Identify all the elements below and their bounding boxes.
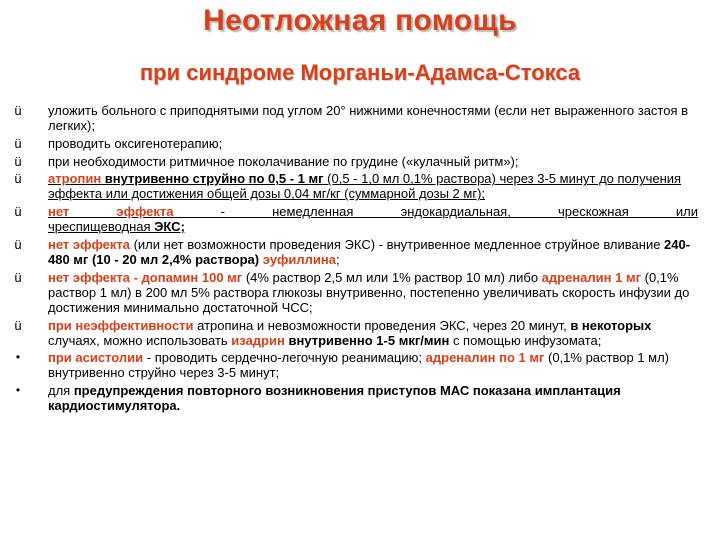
item-text: при асистолии - проводить сердечно-легочную реанимацию; адреналин по 1 мг (0,1% раствор 1 мл) внутривенно струйно через 3-5 минут; xyxy=(48,350,670,381)
instruction-list xyxy=(10,103,698,416)
list-item xyxy=(10,171,698,201)
checkmark-icon: ü xyxy=(14,269,22,285)
list-item xyxy=(10,136,698,151)
checkmark-icon: ü xyxy=(14,171,22,187)
list-item xyxy=(10,204,698,234)
bullet-icon: • xyxy=(15,383,21,398)
checkmark-icon: ü xyxy=(14,204,22,220)
list-item xyxy=(10,270,698,315)
item-text: атропин внутривенно струйно по 0,5 - 1 мг (0,5 - 1,0 мл 0,1% раствора) через 3-5 минут до получения эффекта или достижения общей дозы 0,04 мг/кг (суммарной дозы 2 мг); xyxy=(48,171,682,202)
item-text: уложить больного с приподнятыми под углом 20° нижними конечностями (если нет выраженного застоя в легких); xyxy=(48,103,689,133)
list-item xyxy=(10,383,698,413)
item-text: нет эффекта (или нет возможности проведения ЭКС) - внутривенное медленное струйное вливание 240-480 мг (10 - 20 мл 2,4% раствора) эуфиллина; xyxy=(48,236,691,267)
checkmark-icon: ü xyxy=(14,317,22,333)
item-text: проводить оксигенотерапию; xyxy=(48,135,223,151)
list-item xyxy=(10,237,698,267)
bullet-icon: • xyxy=(15,350,21,365)
list-item xyxy=(10,350,698,380)
page-title: Неотложная помощь xyxy=(203,4,517,37)
item-text-line2: чреспищеводная ЭКС; xyxy=(48,219,185,235)
checkmark-icon: ü xyxy=(14,236,22,252)
list-item xyxy=(10,318,698,348)
item-text: нет эффекта - допамин 100 мг (4% раствор 2,5 мл или 1% раствор 10 мл) либо адреналин 1 мг (0,1% раствор 1 мл) в 200 мл 5% раствора глюкозы внутривенно, постепенно увеличивать скорость инфузии до достижения минимально достаточной ЧСС; xyxy=(48,269,690,315)
checkmark-icon: ü xyxy=(14,135,22,151)
checkmark-icon: ü xyxy=(14,103,22,118)
checkmark-icon: ü xyxy=(14,153,22,169)
list-item xyxy=(10,154,698,169)
item-text: при неэффективности атропина и невозможности проведения ЭКС, через 20 минут, в некоторых случаях, можно использовать изадрин внутривенно 1-5 мкг/мин с помощью инфузомата; xyxy=(48,317,652,348)
page-subtitle: при синдроме Морганьи-Адамса-Стокса xyxy=(139,60,581,85)
item-text-line1: нет эффекта - немедленная эндокардиальная, чрескожная или xyxy=(48,204,699,220)
item-text: для предупреждения повторного возникновения приступов МАС показана имплантация кардиостимулятора. xyxy=(48,383,621,414)
item-text: при необходимости ритмичное поколачивание по грудине («кулачный ритм»); xyxy=(48,153,519,169)
list-item xyxy=(10,103,698,133)
